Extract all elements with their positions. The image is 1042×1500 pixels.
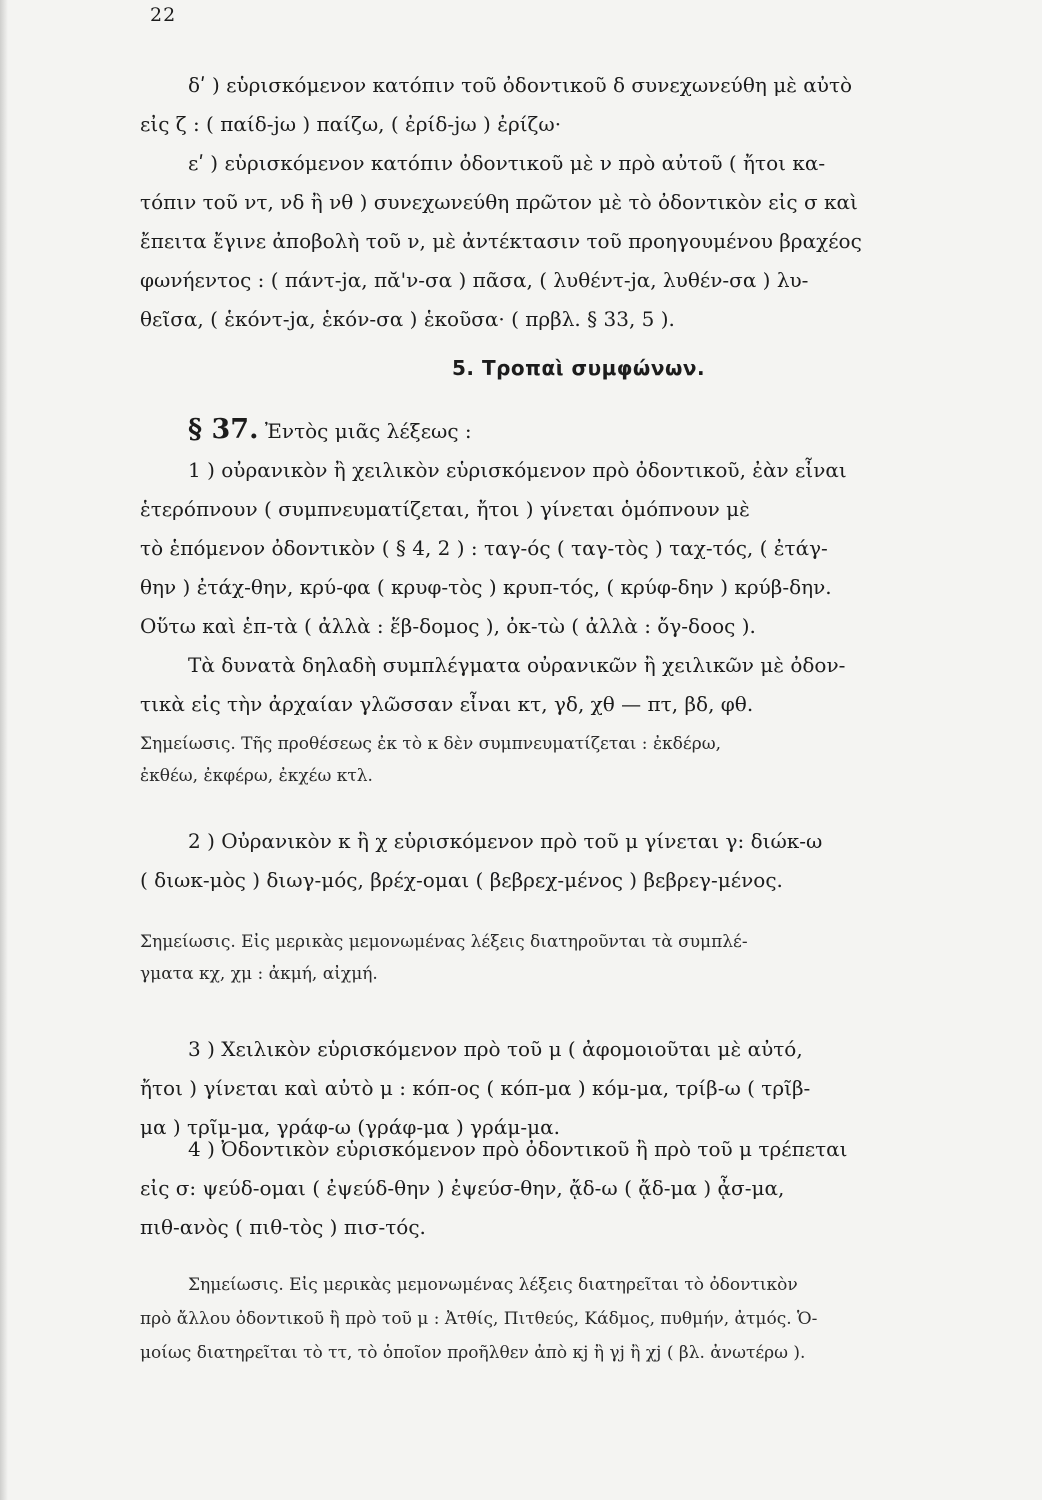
text-line: θην ) ἐτάχ-θην, κρύ-φα ( κρυφ-τὸς ) κρυπ-τός, ( κρύφ-δην ) κρύβ-δην.: [140, 575, 832, 599]
note-line: Σημείωσις. Τῆς προθέσεως ἐκ τὸ κ δὲν συμπνευματίζεται : ἐκδέρω,: [140, 734, 721, 754]
note-line: γματα κχ, χμ : ἀκμή, αἰχμή.: [140, 964, 378, 984]
note-1: [140, 728, 985, 792]
text-line: Τὰ δυνατὰ δηλαδὴ συμπλέγματα οὐρανικῶν ἢ χειλικῶν μὲ ὀδον-: [188, 653, 846, 677]
section-sign: § 37.: [188, 414, 259, 445]
text-line: 4 ) Ὀδοντικὸν εὑρισκόμενον πρὸ ὀδοντικοῦ ἢ πρὸ τοῦ μ τρέπεται: [188, 1137, 848, 1161]
text-line: ἔπειτα ἔγινε ἀποβολὴ τοῦ ν, μὲ ἀντέκτασιν τοῦ προηγουμένου βραχέος: [140, 229, 862, 253]
text-line: μα ) τρῖμ-μα, γράφ-ω (γράφ-μα ) γράμ-μα.: [140, 1115, 560, 1139]
section-intro: Ἐντὸς μιᾶς λέξεως :: [264, 419, 472, 443]
note-line: μοίως διατηρεῖται τὸ ττ, τὸ ὁποῖον προῆλθεν ἀπὸ κj ἢ γj ἢ χj ( βλ. ἀνωτέρω ).: [140, 1343, 806, 1363]
note-line: πρὸ ἄλλου ὀδοντικοῦ ἢ πρὸ τοῦ μ : Ἀτθίς, Πιτθεύς, Κάδμος, πυθμήν, ἀτμός. Ὁ-: [140, 1309, 818, 1329]
text-line: τὸ ἑπόμενον ὀδοντικὸν ( § 4, 2 ) : ταγ-ός ( ταγ-τὸς ) ταχ-τός, ( ἐτάγ-: [140, 536, 828, 560]
note-3: [140, 1268, 985, 1370]
page-number: 22: [150, 4, 177, 26]
text-line: πιθ-ανὸς ( πιθ-τὸς ) πισ-τός.: [140, 1215, 426, 1239]
text-line: εἰς σ: ψεύδ-ομαι ( ἐψεύδ-θην ) ἐψεύσ-θην, ᾄδ-ω ( ᾄδ-μα ) ᾆσ-μα,: [140, 1176, 785, 1200]
text-line: δʹ ) εὑρισκόμενον κατόπιν τοῦ ὀδοντικοῦ δ συνεχωνεύθη μὲ αὐτὸ: [188, 73, 853, 97]
rule-4: [140, 1130, 985, 1247]
text-line: Οὕτω καὶ ἑπ-τὰ ( ἀλλὰ : ἕβ-δομος ), ὀκ-τὼ ( ἀλλὰ : ὄγ-δοος ).: [140, 614, 756, 638]
text-line: ἤτοι ) γίνεται καὶ αὐτὸ μ : κόπ-ος ( κόπ-μα ) κόμ-μα, τρίβ-ω ( τρῖβ-: [140, 1076, 811, 1100]
text-line: ἑτερόπνουν ( συμπνευματίζεται, ἤτοι ) γίνεται ὁμόπνουν μὲ: [140, 497, 750, 521]
text-line: ( διωκ-μὸς ) διωγ-μός, βρέχ-ομαι ( βεβρεχ-μένος ) βεβρεγ-μένος.: [140, 868, 783, 892]
page-edge-shadow: [0, 0, 8, 1500]
text-line: τικὰ εἰς τὴν ἀρχαίαν γλῶσσαν εἶναι κτ, γδ, χθ — πτ, βδ, φθ.: [140, 692, 754, 716]
text-line: εἰς ζ : ( παίδ-jω ) παίζω, ( ἐρίδ-jω ) ἐρίζω·: [140, 112, 562, 136]
text-line: εʹ ) εὑρισκόμενον κατόπιν ὀδοντικοῦ μὲ ν πρὸ αὐτοῦ ( ἤτοι κα-: [188, 151, 826, 175]
text-line: 1 ) οὐρανικὸν ἢ χειλικὸν εὑρισκόμενον πρὸ ὀδοντικοῦ, ἐὰν εἶναι: [188, 458, 847, 482]
paragraph-delta-epsilon: [140, 66, 985, 339]
note-line: Σημείωσις. Εἰς μερικὰς μεμονωμένας λέξεις διατηροῦνται τὰ συμπλέ-: [140, 932, 748, 952]
text-line: τόπιν τοῦ ντ, νδ ἢ νθ ) συνεχωνεύθη πρῶτον μὲ τὸ ὀδοντικὸν εἰς σ καὶ: [140, 190, 858, 214]
section-heading: 5. Τροπαὶ συμφώνων.: [452, 356, 706, 380]
text-line: θεῖσα, ( ἑκόντ-jα, ἑκόν-σα ) ἑκοῦσα· ( πρβλ. § 33, 5 ).: [140, 307, 675, 331]
note-2: [140, 926, 985, 990]
note-line: Σημείωσις. Εἰς μερικὰς μεμονωμένας λέξεις διατηρεῖται τὸ ὀδοντικὸν: [188, 1275, 798, 1295]
text-line: 3 ) Χειλικὸν εὑρισκόμενον πρὸ τοῦ μ ( ἀφομοιοῦται μὲ αὐτό,: [188, 1037, 803, 1061]
section-37-intro-line: [140, 410, 985, 451]
section-37: [140, 410, 985, 724]
rule-2: [140, 822, 985, 900]
note-line: ἐκθέω, ἐκφέρω, ἐκχέω κτλ.: [140, 766, 373, 786]
text-line: φωνήεντος : ( πάντ-jα, πᾰ'ν-σα ) πᾶσα, ( λυθέντ-jα, λυθέν-σα ) λυ-: [140, 268, 809, 292]
text-line: 2 ) Οὐρανικὸν κ ἢ χ εὑρισκόμενον πρὸ τοῦ μ γίνεται γ: διώκ-ω: [188, 829, 823, 853]
